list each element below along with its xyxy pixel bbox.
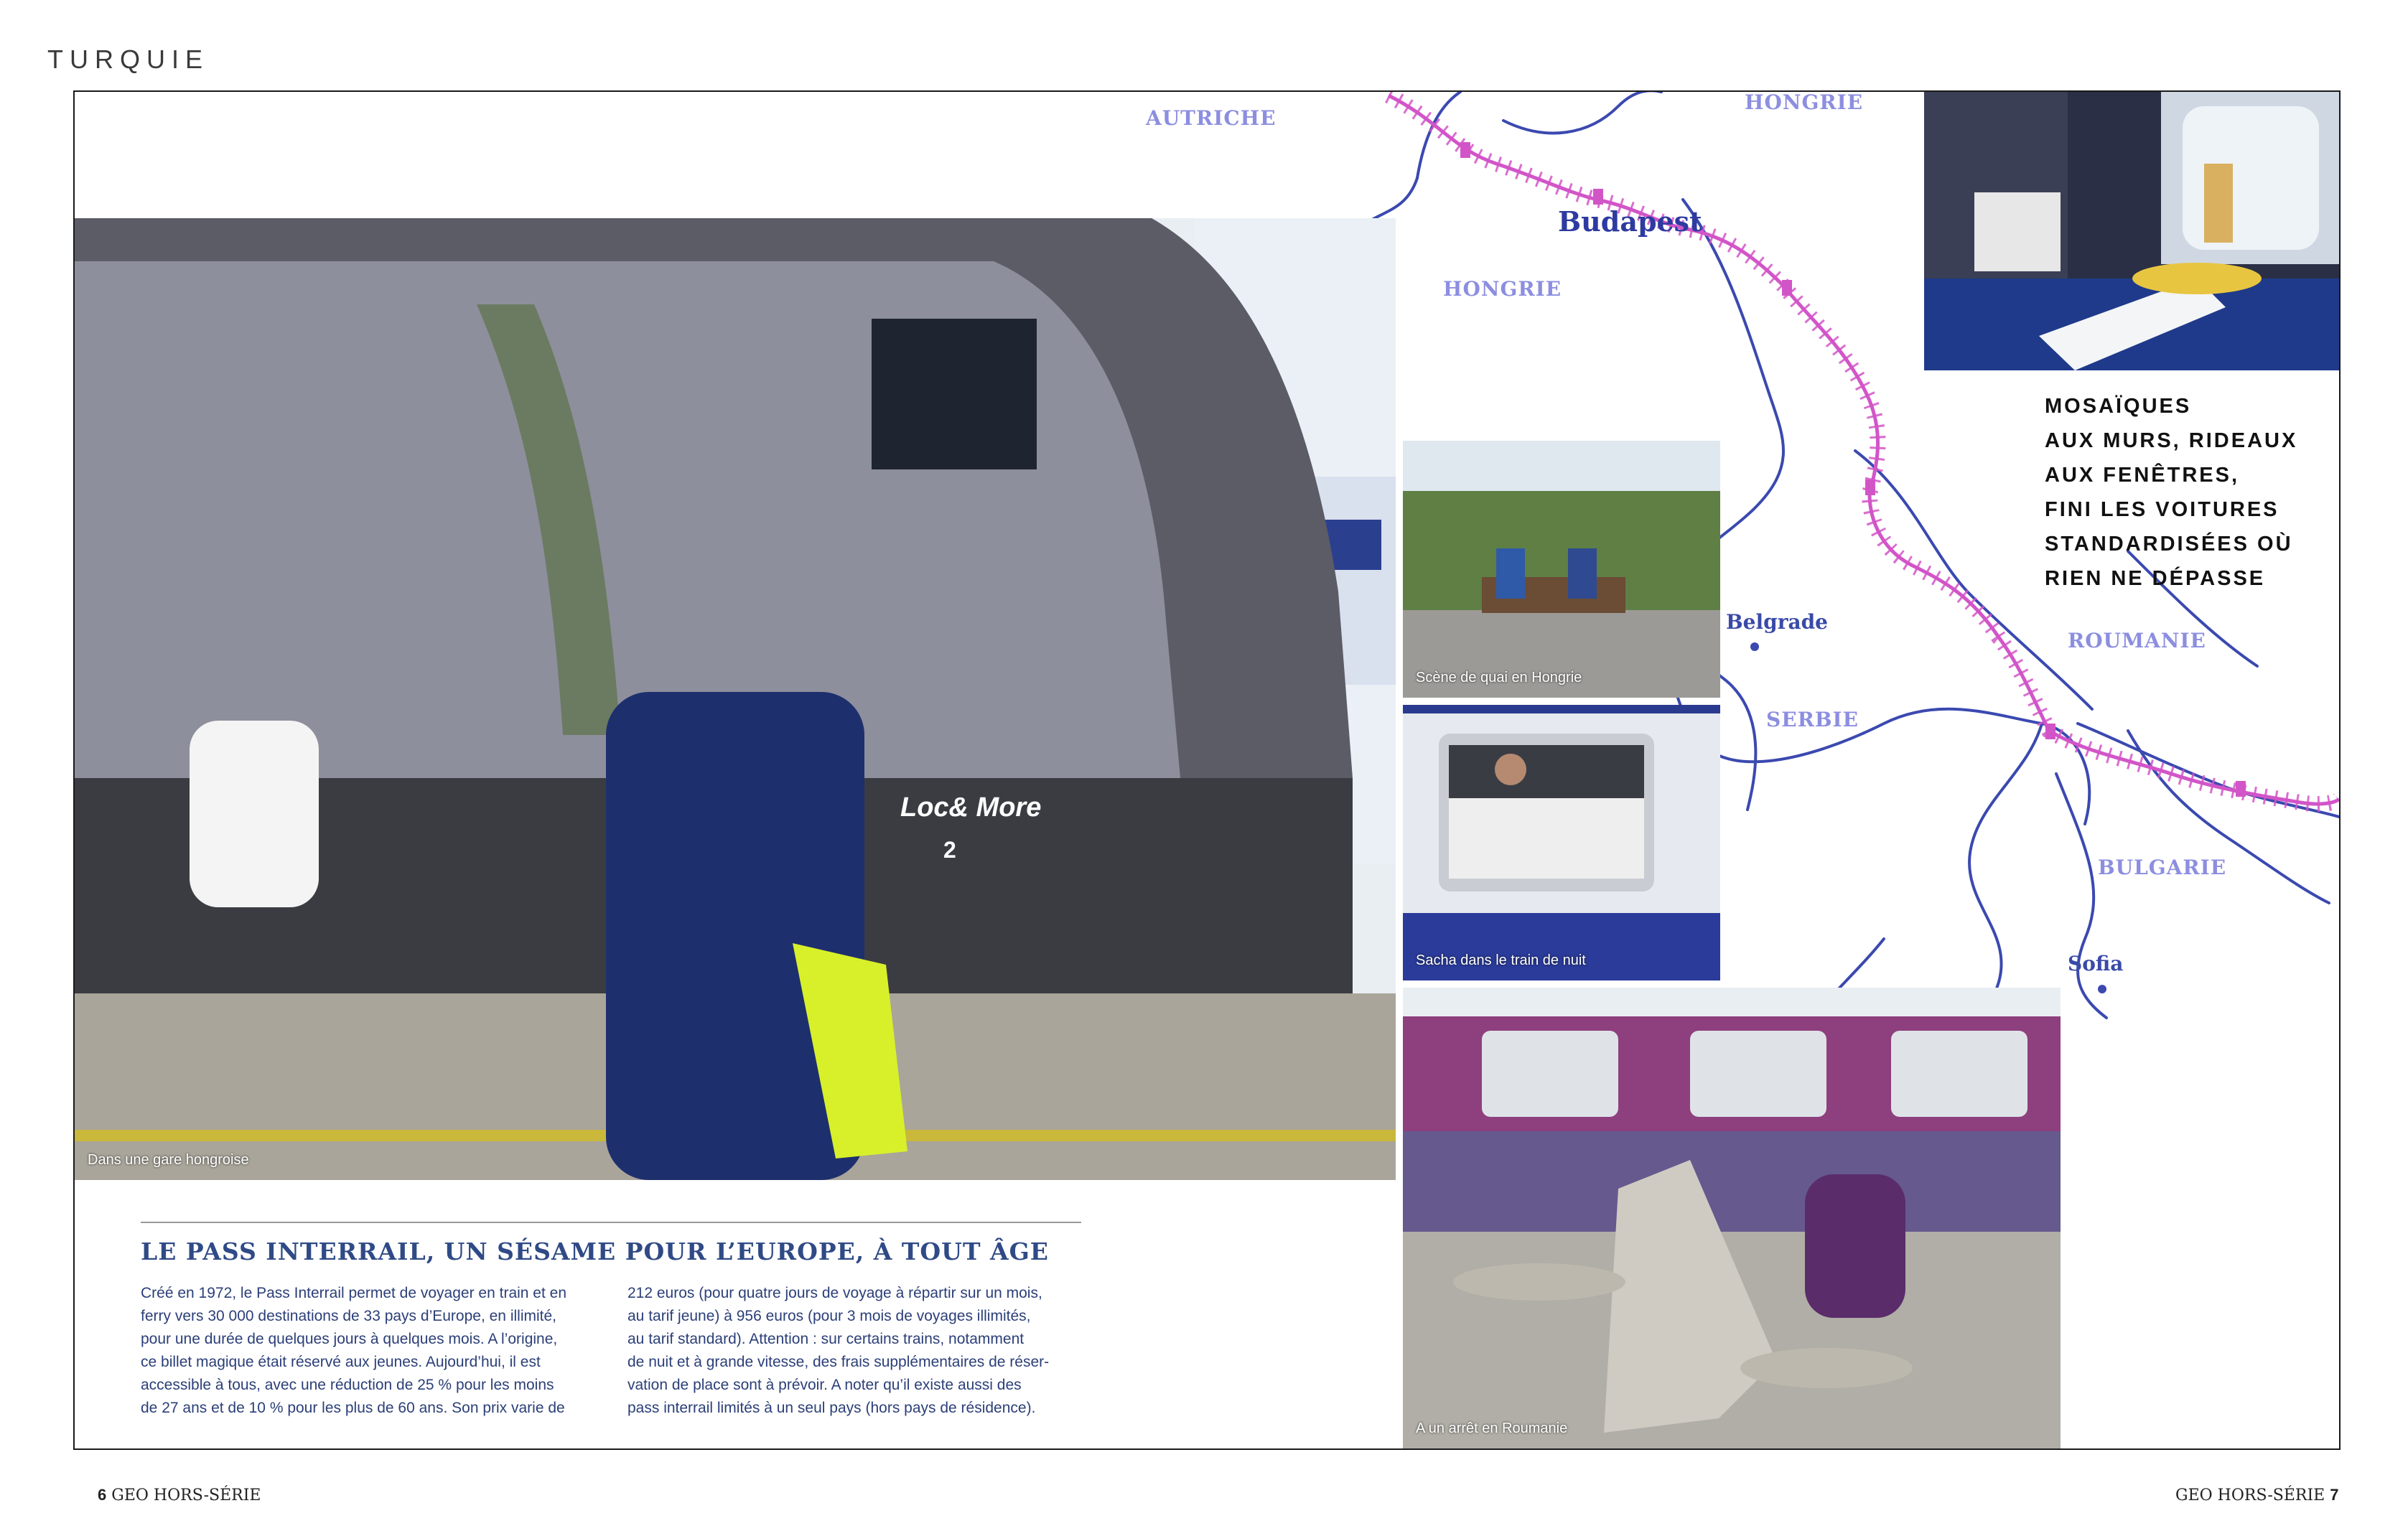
text-line: au tarif jeune) à 956 euros (pour 3 mois de voyages illimités, [627, 1308, 1031, 1324]
page-number: 6 [98, 1486, 107, 1504]
country-label: AUTRICHE [1146, 106, 1277, 130]
section-tag: TURQUIE [47, 45, 209, 74]
quote-line: AUX FENÊTRES, [2045, 464, 2240, 487]
text-line: vation de place sont à prévoir. A noter qu’il existe aussi des [627, 1377, 1022, 1393]
photo-caption: Dans une gare hongroise [88, 1152, 249, 1168]
article-column-1 [141, 1282, 566, 1420]
headline-rule [141, 1222, 1081, 1223]
folio-right [2175, 1486, 2338, 1504]
country-label: ROUMANIE [2068, 629, 2206, 652]
country-label: BULGARIE [2098, 856, 2227, 879]
loco-brand: Loc& More [900, 792, 1042, 823]
quote-line: RIEN NE DÉPASSE [2045, 567, 2266, 590]
text-line: au tarif standard). Attention : sur certains trains, notamment [627, 1331, 1025, 1347]
roumanie-photo [1403, 988, 2061, 1448]
quote-line: FINI LES VOITURES [2045, 498, 2279, 521]
city-label: Budapest [1558, 205, 1702, 238]
quai-photo [1403, 441, 1720, 698]
photo-caption: A un arrêt en Roumanie [1416, 1420, 1568, 1436]
text-line: Créé en 1972, le Pass Interrail permet de voyager en train et en [141, 1285, 567, 1301]
magazine-title: GEO HORS-SÉRIE [2175, 1487, 2325, 1504]
quote-line: STANDARDISÉES OÙ [2045, 533, 2293, 556]
page-number: 7 [2330, 1486, 2339, 1504]
quote-line: AUX MURS, RIDEAUX [2045, 429, 2298, 452]
folio-left [98, 1486, 261, 1504]
city-label: Belgrade [1726, 610, 1828, 634]
text-line: ferry vers 30 000 destinations de 33 pays d’Europe, en illimité, [141, 1308, 556, 1324]
photo-caption: Scène de quai en Hongrie [1416, 670, 1582, 685]
photo-caption: Sacha dans le train de nuit [1416, 952, 1586, 968]
text-line: accessible à tous, avec une réduction de 25 % pour les moins [141, 1377, 554, 1393]
text-line: pass interrail limités à un seul pays (hors pays de résidence). [627, 1400, 1036, 1416]
sacha-photo [1403, 705, 1720, 980]
article-headline: LE PASS INTERRAIL, UN SÉSAME POUR L’EUROPE, À TOUT ÂGE [141, 1237, 1049, 1265]
country-label: HONGRIE [1443, 277, 1562, 301]
train-interior-photo [1924, 92, 2339, 370]
text-line: pour une durée de quelques jours à quelques mois. A l’origine, [141, 1331, 558, 1347]
country-label: SERBIE [1766, 708, 1859, 731]
loco-number: 2 [943, 837, 956, 863]
main-photo [75, 218, 1396, 1180]
pull-quote [2045, 389, 2346, 596]
quote-line: MOSAÏQUES [2045, 395, 2192, 418]
text-line: de nuit et à grande vitesse, des frais supplémentaires de réser- [627, 1354, 1050, 1370]
text-line: 212 euros (pour quatre jours de voyage à répartir sur un mois, [627, 1285, 1042, 1301]
country-label: HONGRIE [1745, 90, 1864, 114]
text-line: ce billet magique était réservé aux jeunes. Aujourd’hui, il est [141, 1354, 541, 1370]
article-column-2 [627, 1282, 1049, 1420]
text-line: de 27 ans et de 10 % pour les plus de 60 ans. Son prix varie de [141, 1400, 565, 1416]
magazine-title: GEO HORS-SÉRIE [111, 1487, 261, 1504]
city-label: Sofia [2068, 952, 2124, 975]
